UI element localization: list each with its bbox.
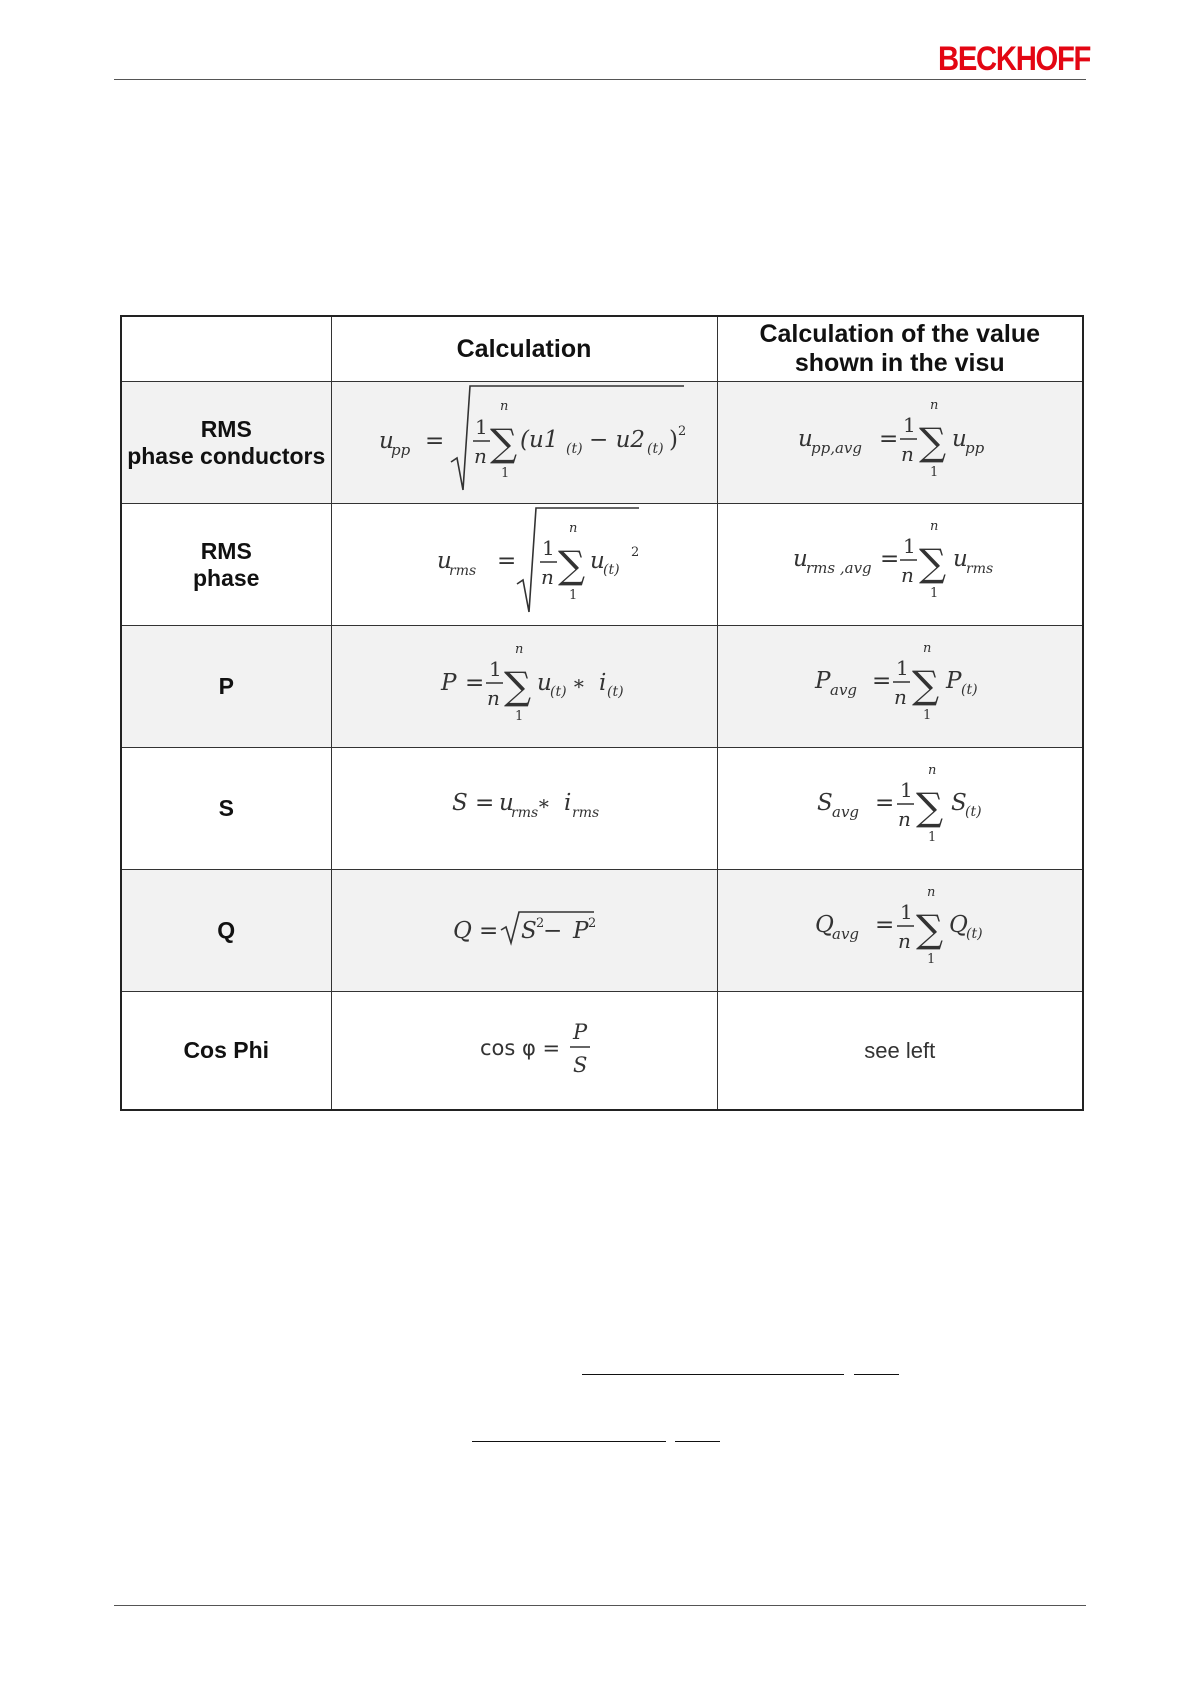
visu-sigma: ∑ <box>918 541 946 585</box>
visu-frac-one: 1 <box>899 900 913 924</box>
visu-lhs-sub: avg <box>831 803 859 821</box>
body-t1: (t) <box>566 441 583 457</box>
formula-lhs: u <box>437 548 452 574</box>
formula-equals: = <box>497 548 517 574</box>
sum-lower: 1 <box>515 709 524 724</box>
body-minus-u2: − u2 <box>589 427 646 453</box>
visu-body-sub: rms <box>965 561 993 577</box>
header-visu-value <box>717 316 1083 382</box>
formula-lhs: P <box>441 670 457 696</box>
visu-body-t: (t) <box>964 804 982 820</box>
visu-body: Q <box>948 912 968 938</box>
visu-sum-upper: n <box>929 398 939 413</box>
frac-s: S <box>573 1053 588 1077</box>
frac-one: 1 <box>489 657 502 681</box>
visu-equals: = <box>879 546 900 572</box>
visu-equals: = <box>878 426 899 452</box>
formula-q <box>339 870 709 986</box>
header-calculation <box>331 316 717 382</box>
visu-sigma: ∑ <box>918 420 946 464</box>
formula-s-avg <box>720 748 1080 864</box>
visu-formula-cell <box>717 992 1083 1111</box>
body-i: i <box>599 670 607 696</box>
table-header-row <box>121 316 1083 382</box>
visu-sum-lower: 1 <box>926 952 936 967</box>
sum-upper: n <box>500 399 509 414</box>
visu-frac-n: n <box>900 563 914 587</box>
visu-sum-lower: 1 <box>929 465 939 480</box>
formula-urms-avg <box>720 504 1080 620</box>
visu-body-t: (t) <box>960 682 978 698</box>
body-i: i <box>564 790 572 816</box>
row-label: Cos Phi <box>183 1037 270 1063</box>
formula-p <box>339 626 709 742</box>
formula-q-avg <box>720 870 1080 986</box>
row-label-cell <box>121 748 331 870</box>
body-square: 2 <box>631 545 640 560</box>
underline-link-1[interactable] <box>582 1374 844 1375</box>
sigma: ∑ <box>558 543 586 587</box>
formula-equals: = <box>479 918 499 944</box>
formula-cos-phi <box>339 992 709 1104</box>
row-label-line2: phase conductors <box>127 442 326 469</box>
formula-urms <box>339 504 709 620</box>
visu-equals: = <box>871 668 892 694</box>
body-i-sub: rms <box>572 805 600 821</box>
row-label-line1: RMS <box>200 537 252 564</box>
visu-body: u <box>952 546 968 572</box>
see-left-text: see left <box>864 1037 936 1063</box>
body-star: ∗ <box>537 791 551 815</box>
body-u1: (u1 <box>520 427 559 453</box>
header-calculation-text: Calculation <box>456 334 592 363</box>
calculation-table <box>120 315 1084 1111</box>
table-row-rms-phase-conductors <box>121 382 1083 504</box>
body-square: 2 <box>678 424 687 439</box>
sum-upper: n <box>569 521 578 536</box>
formula-equals: = <box>425 428 445 454</box>
sigma: ∑ <box>490 421 518 465</box>
visu-body: S <box>950 790 967 816</box>
visu-equals: = <box>874 912 895 938</box>
row-label-cell <box>121 382 331 504</box>
visu-lhs: Q <box>814 912 834 938</box>
visu-lhs: S <box>816 790 833 816</box>
underline-link-2-page[interactable] <box>675 1441 720 1442</box>
body-t: (t) <box>603 562 620 578</box>
visu-frac-n: n <box>897 929 911 953</box>
body-u-sub: rms <box>511 805 539 821</box>
header-empty-cell <box>121 316 331 382</box>
row-label: P <box>218 673 234 699</box>
visu-formula-cell <box>717 748 1083 870</box>
frac-n: n <box>541 565 554 589</box>
visu-lhs: u <box>792 546 808 572</box>
formula-lhs-sub: pp <box>391 441 411 459</box>
calculation-formula-cell <box>331 992 717 1111</box>
visu-sum-upper: n <box>929 519 939 534</box>
body-close: ) <box>669 427 678 453</box>
formula-cos-lhs: cos φ = <box>480 1036 561 1060</box>
visu-frac-n: n <box>897 807 911 831</box>
beckhoff-logo: BECKHOFF <box>938 40 1091 78</box>
formula-equals: = <box>475 790 495 816</box>
body-p: P <box>573 918 589 944</box>
header-visu-line1: Calculation of the value <box>759 320 1041 348</box>
visu-lhs-sub: avg <box>831 925 859 943</box>
frac-n: n <box>487 686 500 710</box>
visu-body-t: (t) <box>965 926 983 942</box>
visu-frac-one: 1 <box>895 656 909 680</box>
frac-n: n <box>474 444 487 468</box>
footer-rule <box>114 1605 1086 1606</box>
row-label-cell <box>121 504 331 626</box>
body-t2: (t) <box>607 684 624 700</box>
visu-sum-lower: 1 <box>929 586 939 601</box>
body-t2: (t) <box>647 441 664 457</box>
formula-equals: = <box>465 670 485 696</box>
formula-lhs: u <box>379 428 394 454</box>
formula-s <box>339 748 709 864</box>
formula-lhs: S <box>452 790 468 816</box>
row-label-cell <box>121 626 331 748</box>
visu-formula-cell <box>717 870 1083 992</box>
calculation-formula-cell <box>331 626 717 748</box>
frac-p: P <box>573 1020 588 1044</box>
table-row-rms-phase <box>121 504 1083 626</box>
table-row-s <box>121 748 1083 870</box>
sum-lower: 1 <box>569 588 578 603</box>
body-s-square: 2 <box>536 916 545 931</box>
visu-lhs-sub: rms ,avg <box>805 559 872 577</box>
visu-lhs-sub: pp,avg <box>810 439 862 457</box>
visu-sigma: ∑ <box>915 907 943 951</box>
body-u: u <box>590 548 605 574</box>
visu-frac-n: n <box>900 442 914 466</box>
calculation-formula-cell <box>331 504 717 626</box>
header-rule <box>114 79 1086 80</box>
visu-frac-one: 1 <box>902 534 916 558</box>
formula-p-avg <box>720 626 1080 742</box>
visu-frac-one: 1 <box>902 413 916 437</box>
visu-body: u <box>951 426 967 452</box>
table-row-cos-phi <box>121 992 1083 1111</box>
body-u: u <box>537 670 552 696</box>
visu-sum-upper: n <box>926 885 936 900</box>
frac-one: 1 <box>542 536 555 560</box>
body-star: ∗ <box>572 671 586 695</box>
row-label-cell <box>121 870 331 992</box>
visu-formula-cell <box>717 382 1083 504</box>
row-label-line2: phase <box>193 564 260 591</box>
visu-lhs: P <box>814 668 831 694</box>
visu-sigma: ∑ <box>911 663 939 707</box>
visu-lhs-sub: avg <box>829 681 857 699</box>
table-row-p <box>121 626 1083 748</box>
visu-frac-n: n <box>893 685 907 709</box>
body-minus: − <box>543 918 563 944</box>
visu-equals: = <box>874 790 895 816</box>
visu-sum-lower: 1 <box>922 708 932 723</box>
visu-sum-upper: n <box>922 641 932 656</box>
body-t1: (t) <box>550 684 567 700</box>
underline-link-2[interactable] <box>472 1441 666 1442</box>
calculation-formula-cell <box>331 748 717 870</box>
body-u: u <box>499 790 514 816</box>
underline-link-1-page[interactable] <box>854 1374 899 1375</box>
frac-one: 1 <box>475 415 488 439</box>
row-label-line1: RMS <box>200 415 252 442</box>
formula-lhs-sub: rms <box>449 563 477 579</box>
visu-formula-cell <box>717 626 1083 748</box>
row-label: S <box>218 795 234 821</box>
body-p-square: 2 <box>588 916 597 931</box>
visu-lhs: u <box>797 426 813 452</box>
body-s: S <box>521 918 537 944</box>
header-visu-line2: shown in the visu <box>794 349 1005 377</box>
visu-sigma: ∑ <box>915 785 943 829</box>
formula-upp <box>339 382 709 498</box>
sum-upper: n <box>515 642 524 657</box>
visu-body-sub: pp <box>964 439 984 457</box>
formula-lhs: Q <box>453 918 472 944</box>
visu-frac-one: 1 <box>899 778 913 802</box>
visu-body: P <box>945 668 962 694</box>
formula-upp-avg <box>720 382 1080 498</box>
sum-lower: 1 <box>501 466 510 481</box>
calculation-formula-cell <box>331 382 717 504</box>
visu-sum-lower: 1 <box>927 830 937 845</box>
calculation-formula-cell <box>331 870 717 992</box>
table-row-q <box>121 870 1083 992</box>
sigma: ∑ <box>504 664 532 708</box>
row-label: Q <box>217 917 236 943</box>
visu-sum-upper: n <box>927 763 937 778</box>
visu-formula-cell <box>717 504 1083 626</box>
row-label-cell <box>121 992 331 1111</box>
